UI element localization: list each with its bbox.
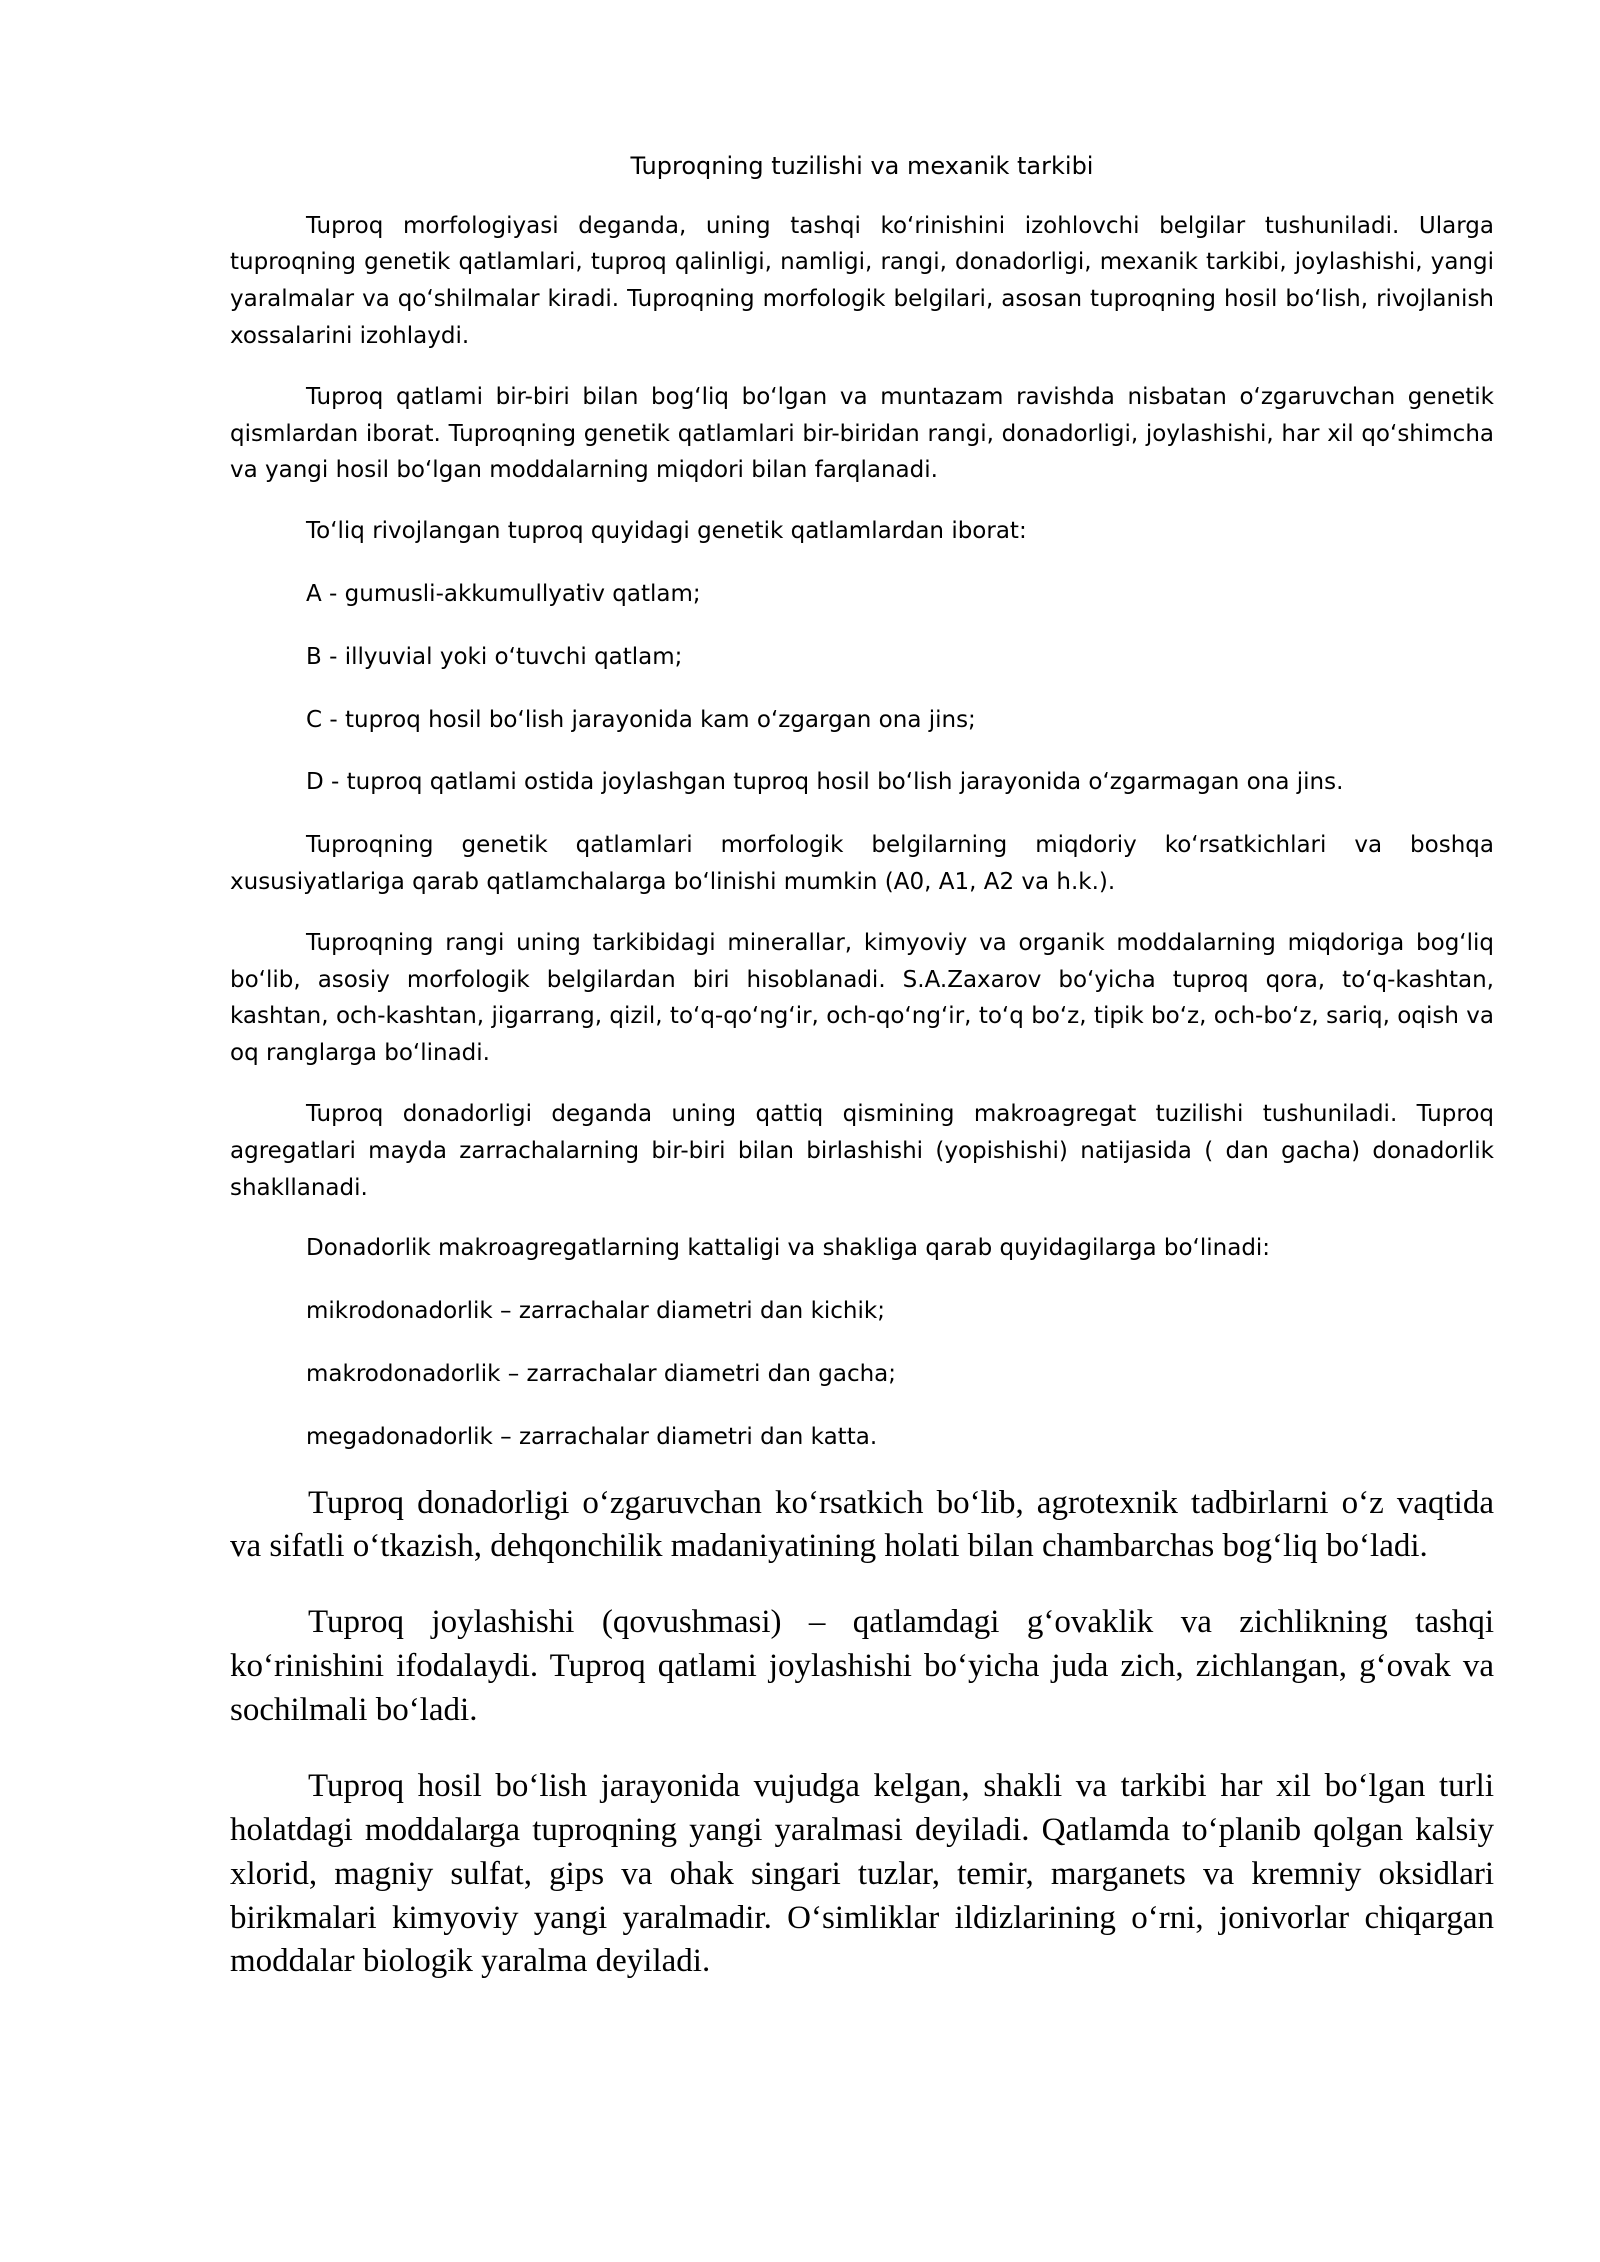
paragraph-morphology: Tuproq morfologiyasi deganda, uning tashqi ko‘rinishini izohlovchi belgilar tushuniladi. Ularga tuproqning genetik qatlamlari, tuproq qalinligi, namligi, rangi, donadorligi, mexanik tarkibi, joylashishi, yangi yaralmalar va qo‘shilmalar kiradi. Tuproqning morfologik belgilari, asosan tuproqning hosil bo‘lish, rivojlanish xossalarini izohlaydi. (230, 212, 1494, 349)
granularity-macro: makrodonadorlik – zarrachalar diametri dan gacha; (306, 1360, 897, 1387)
horizon-a: A - gumusli-akkumullyativ qatlam; (306, 580, 701, 607)
paragraph-new-formations: Tuproq hosil bo‘lish jarayonida vujudga kelgan, shakli va tarkibi har xil bo‘lgan turli holatdagi moddalarga tuproqning yangi yaralmasi deyiladi. Qatlamda to‘planib qolgan kalsiy xlorid, magniy sulfat, gips va ohak singari tuzlar, temir, marganets va kremniy oksidlari birikmalari kimyoviy yangi yaralmadir. O‘simliklar ildizlarining o‘rni, jonivorlar chiqargan moddalar biologik yaralma deyiladi. (230, 1767, 1494, 1980)
granularity-mega: megadonadorlik – zarrachalar diametri dan katta. (306, 1423, 878, 1450)
horizons-intro: To‘liq rivojlangan tuproq quyidagi genetik qatlamlardan iborat: (306, 518, 1027, 545)
document-body (230, 150, 1494, 2016)
paragraph-compaction: Tuproq joylashishi (qovushmasi) – qatlamdagi g‘ovaklik va zichlikning tashqi ko‘rinishini ifodalaydi. Tuproq qatlami joylashishi bo‘yicha juda zich, zichlangan, g‘ovak va sochilmali bo‘ladi. (230, 1604, 1494, 1729)
paragraph-soil-layer: Tuproq qatlami bir-biri bilan bog‘liq bo‘lgan va muntazam ravishda nisbatan o‘zgaruvchan genetik qismlardan iborat. Tuproqning genetik qatlamlari bir-biridan rangi, donadorligi, joylashishi, har xil qo‘shimcha va yangi hosil bo‘lgan moddalarning miqdori bilan farqlanadi. (230, 383, 1494, 484)
paragraph-granularity: Tuproq donadorligi deganda uning qattiq qismining makroagregat tuzilishi tushuniladi. Tuproq agregatlari mayda zarrachalarning bir-biri bilan birlashishi (yopishishi) natijasida ( dan gacha) donadorlik shakllanadi. (230, 1100, 1494, 1201)
document-title: Tuproqning tuzilishi va mexanik tarkibi (630, 152, 1094, 180)
paragraph-color: Tuproqning rangi uning tarkibidagi minerallar, kimyoviy va organik moddalarning miqdoriga bog‘liq bo‘lib, asosiy morfologik belgilardan biri hisoblanadi. S.A.Zaxarov bo‘yicha tuproq qora, to‘q-kashtan, kashtan, och-kashtan, jigarrang, qizil, to‘q-qo‘ng‘ir, och-qo‘ng‘ir, to‘q bo‘z, tipik bo‘z, och-bo‘z, sariq, oqish va oq ranglarga bo‘linadi. (230, 929, 1494, 1067)
granularity-micro: mikrodonadorlik – zarrachalar diametri dan kichik; (306, 1298, 885, 1325)
horizon-b: B - illyuvial yoki o‘tuvchi qatlam; (306, 643, 683, 670)
granularity-intro: Donadorlik makroagregatlarning kattaligi va shakliga qarab quyidagilarga bo‘linadi: (306, 1235, 1271, 1262)
horizon-c: C - tuproq hosil bo‘lish jarayonida kam o‘zgargan ona jins; (306, 706, 976, 733)
horizon-d: D - tuproq qatlami ostida joylashgan tuproq hosil bo‘lish jarayonida o‘zgarmagan ona jins. (306, 769, 1344, 796)
paragraph-granularity-variable: Tuproq donadorligi o‘zgaruvchan ko‘rsatkich bo‘lib, agrotexnik tadbirlarni o‘z vaqtida va sifatli o‘tkazish, dehqonchilik madaniyatining holati bilan chambarchas bog‘liq bo‘ladi. (230, 1484, 1494, 1565)
paragraph-sublayers: Tuproqning genetik qatlamlari morfologik belgilarning miqdoriy ko‘rsatkichlari va boshqa xususiyatlariga qarab qatlamchalarga bo‘linishi mumkin (A0, A1, A2 va h.k.). (230, 832, 1494, 895)
